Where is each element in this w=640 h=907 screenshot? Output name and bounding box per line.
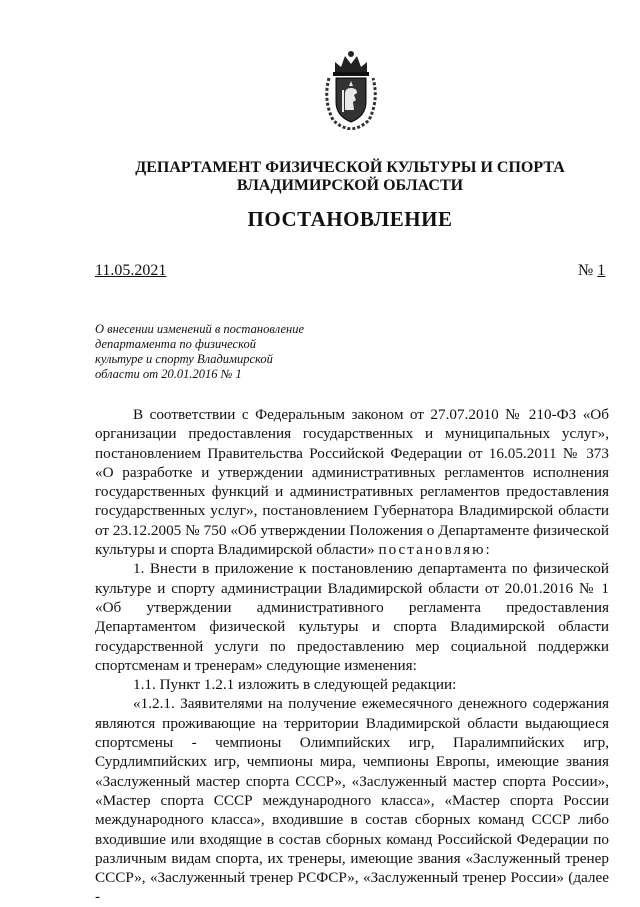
body-paragraph-preamble xyxy=(95,405,609,559)
document-number-value: 1 xyxy=(597,262,606,279)
department-name-line2: ВЛАДИМИРСКОЙ ОБЛАСТИ xyxy=(236,177,464,194)
subject-line3: культуре и спорту Владимирской xyxy=(95,352,273,366)
body-paragraph-item1-2-1: «1.2.1. Заявителями на получение ежемесячного денежного содержания являются проживающие на территории Владимирской области выдающиеся спортсмены - чемпионы Олимпийских игр, Паралимпийских игр, Сурдлимпийских игр, чемпионы мира, чемпионы Европы, имеющие звания «Заслуженный мастер спорта СССР», «Заслуженный мастер спорта России», «Мастер спорта СССР международного класса», «Мастер спорта России международного класса», входившие в состав сборных команд СССР либо входившие или входящие в состав сборных команд Российской Федерации по различным видам спорта, их тренеры, имеющие звания «Заслуженный тренер СССР», «Заслуженный тренер РСФСР», «Заслуженный тренер России» (далее - xyxy=(95,695,609,906)
document-date: 11.05.2021 xyxy=(95,262,167,279)
document-number-prefix: № xyxy=(578,262,594,279)
department-name xyxy=(60,159,640,195)
document-number xyxy=(578,262,605,280)
document-subject xyxy=(95,322,325,382)
resolution-keyword: постановляю: xyxy=(378,541,492,559)
body-paragraph-item1: 1. Внести в приложение к постановлению департамента по физической культуре и спорту администрации Владимирской области от 20.01.2016 № 1 «Об утверждении административного регламента предоставления Департаментом физической культуры и спорта Владимирской области государственной услуги по предоставлению мер социальной поддержки спортсменам и тренерам» следующие изменения: xyxy=(95,560,609,674)
document-body xyxy=(95,405,609,907)
subject-line4: области от 20.01.2016 № 1 xyxy=(95,367,242,381)
coat-of-arms-icon xyxy=(321,50,381,130)
subject-line2: департамента по физической xyxy=(95,337,256,351)
department-name-line1: ДЕПАРТАМЕНТ ФИЗИЧЕСКОЙ КУЛЬТУРЫ И СПОРТА xyxy=(135,159,565,176)
subject-line1: О внесении изменений в постановление xyxy=(95,322,305,336)
preamble-text: В соответствии с Федеральным законом от 27.07.2010 № 210-ФЗ «Об организации предоставления государственных и муниципальных услуг», постановлением Правительства Российской Федерации от 16.05.2011 № 373 «О разработке и утверждении административных регламентов исполнения государственных функций и административных регламентов предоставления государственных услуг», постановлением Губернатора Владимирской области от 23.12.2005 № 750 «Об утверждении Положения о Департаменте физической культуры и спорта Владимирской области» xyxy=(95,406,609,559)
document-type-title: ПОСТАНОВЛЕНИЕ xyxy=(247,207,453,231)
body-paragraph-item1-1: 1.1. Пункт 1.2.1 изложить в следующей редакции: xyxy=(133,676,457,694)
